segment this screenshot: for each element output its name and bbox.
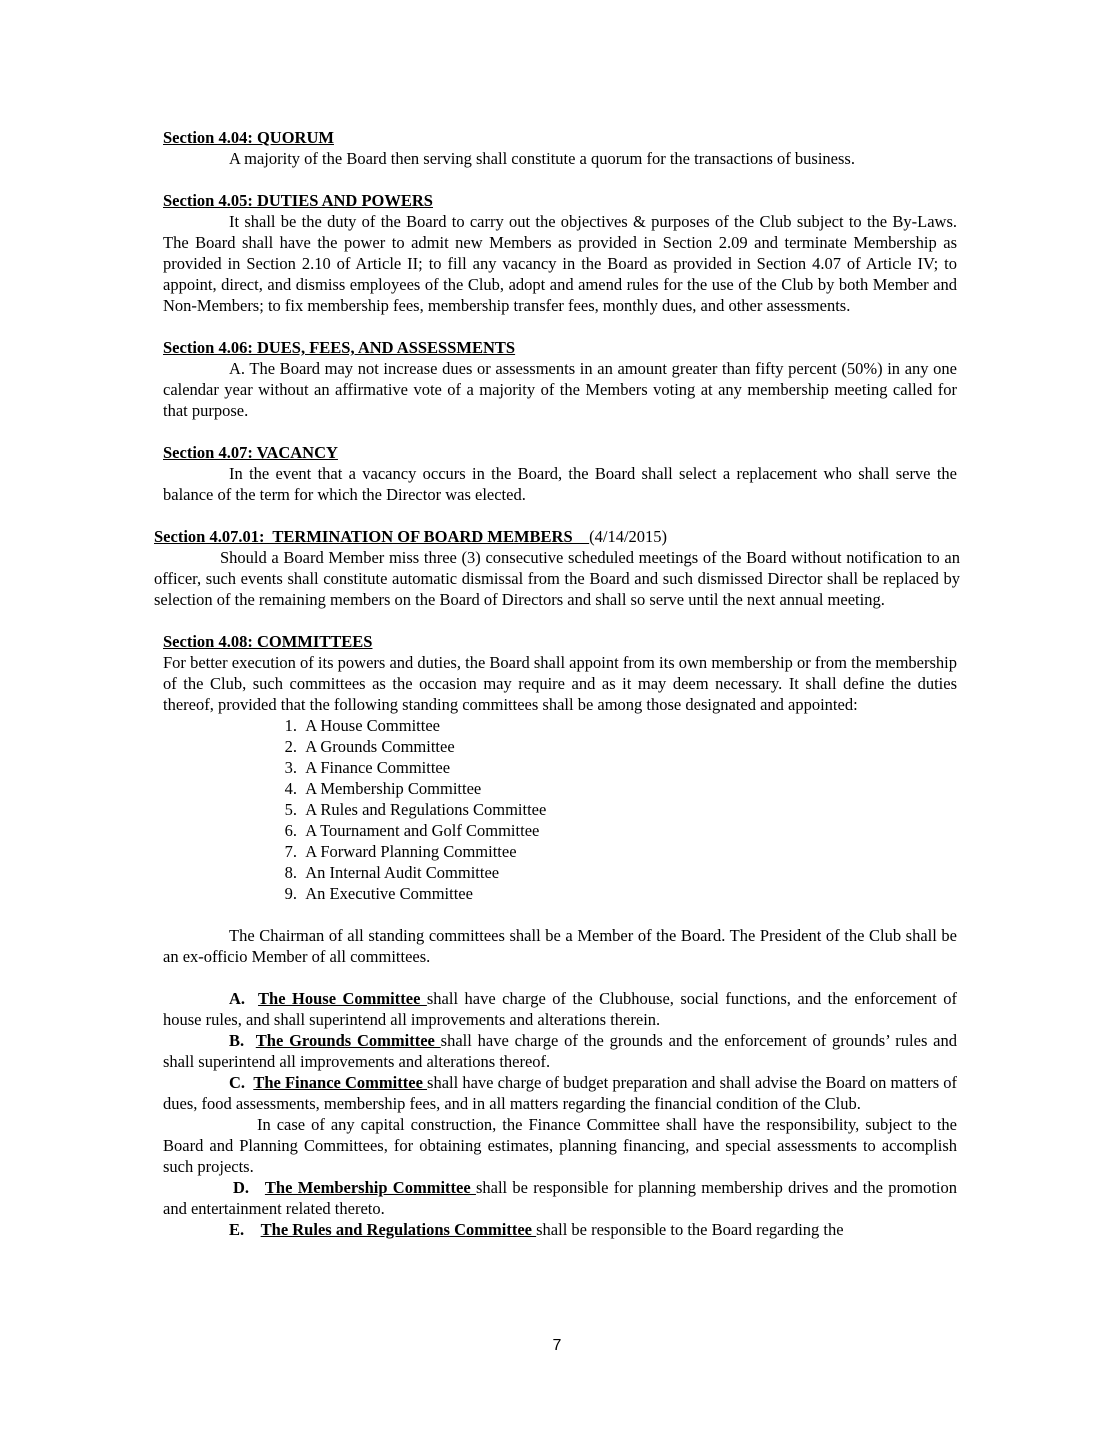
- committee-title: The Rules and Regulations Committee: [260, 1220, 537, 1239]
- section-4-04: [163, 127, 957, 169]
- list-item: 5. A Rules and Regulations Committee: [284, 800, 547, 819]
- section-4-07-01: [154, 526, 960, 610]
- document-page: [154, 127, 960, 1240]
- committee-title: The Grounds Committee: [255, 1031, 441, 1050]
- committee-description-d: D. The Membership Committee shall be responsible for planning membership drives and the promotion and entertainment related thereto.: [163, 1178, 957, 1218]
- section-4-06: [163, 337, 957, 421]
- section-body: A majority of the Board then serving shall constitute a quorum for the transactions of business.: [229, 149, 855, 168]
- list-item: 4. A Membership Committee: [284, 779, 482, 798]
- section-4-07: [163, 442, 957, 505]
- list-item: 3. A Finance Committee: [284, 758, 451, 777]
- committee-title: The House Committee: [258, 989, 427, 1008]
- committee-description-e: E. The Rules and Regulations Committee shall be responsible to the Board regarding the: [229, 1220, 844, 1239]
- section-heading: Section 4.06: DUES, FEES, AND ASSESSMENTS: [163, 338, 516, 357]
- list-item: 8. An Internal Audit Committee: [284, 863, 500, 882]
- committee-chairman-paragraph: [163, 925, 957, 967]
- section-body: A. The Board may not increase dues or assessments in an amount greater than fifty percent (50%) in any one calendar year without an affirmative vote of a majority of the Members voting at any membership meeting called for that purpose.: [163, 359, 957, 420]
- list-item: 9. An Executive Committee: [284, 884, 473, 903]
- section-body: In the event that a vacancy occurs in the Board, the Board shall select a replacement who shall serve the balance of the term for which the Director was elected.: [163, 464, 957, 504]
- section-body: It shall be the duty of the Board to carry out the objectives & purposes of the Club subject to the By-Laws. The Board shall have the power to admit new Members as provided in Section 2.09 and terminate Membership as provided in Section 2.10 of Article II; to fill any vacancy in the Board as provided in Section 4.07 of Article IV; to appoint, direct, and dismiss employees of the Club, adopt and amend rules for the use of the Club by both Member and Non-Members; to fix membership fees, membership transfer fees, monthly dues, and other assessments.: [163, 212, 957, 315]
- list-item: 7. A Forward Planning Committee: [284, 842, 517, 861]
- list-item: 6. A Tournament and Golf Committee: [284, 821, 540, 840]
- committee-title: The Membership Committee: [264, 1178, 476, 1197]
- amendment-date: (4/14/2015): [589, 527, 668, 546]
- section-4-08: [163, 631, 957, 904]
- committee-description-c: C. The Finance Committee shall have charge of budget preparation and shall advise the Board on matters of dues, food assessments, membership fees, and in all matters regarding the financial condition of the Club.: [163, 1073, 957, 1113]
- committee-description-b: B. The Grounds Committee shall have charge of the grounds and the enforcement of grounds’ rules and shall superintend all improvements and alterations thereof.: [163, 1031, 957, 1071]
- committee-descriptions: [163, 988, 957, 1240]
- list-item: 1. A House Committee: [284, 716, 440, 735]
- committee-description-a: A. The House Committee shall have charge of the Clubhouse, social functions, and the enforcement of house rules, and shall superintend all improvements and alterations therein.: [163, 989, 957, 1029]
- section-heading: Section 4.07.01: TERMINATION OF BOARD MEMBERS: [154, 527, 590, 546]
- section-heading: Section 4.08: COMMITTEES: [163, 632, 373, 651]
- list-item: 2. A Grounds Committee: [284, 737, 455, 756]
- section-body: Should a Board Member miss three (3) consecutive scheduled meetings of the Board without notification to an officer, such events shall constitute automatic dismissal from the Board and such dismissed Director shall be replaced by selection of the remaining members on the Board of Directors and shall so serve until the next annual meeting.: [154, 548, 960, 609]
- committee-list: [163, 715, 957, 904]
- committee-title: The Finance Committee: [253, 1073, 428, 1092]
- page-number: 7: [552, 1337, 562, 1354]
- section-heading: Section 4.07: VACANCY: [163, 443, 338, 462]
- section-4-05: [163, 190, 957, 316]
- section-heading: Section 4.05: DUTIES AND POWERS: [163, 191, 433, 210]
- committee-description-c-extra: In case of any capital construction, the Finance Committee shall have the responsibility, subject to the Board and Planning Committees, for obtaining estimates, planning financing, and special assessments to accomplish such projects.: [163, 1115, 957, 1176]
- section-heading: Section 4.04: QUORUM: [163, 128, 334, 147]
- section-body: The Chairman of all standing committees shall be a Member of the Board. The President of the Club shall be an ex-officio Member of all committees.: [163, 926, 957, 966]
- section-intro: For better execution of its powers and duties, the Board shall appoint from its own membership or from the membership of the Club, such committees as the occasion may require and as it may deem necessary. It shall define the duties thereof, provided that the following standing committees shall be among those designated and appointed:: [163, 653, 957, 714]
